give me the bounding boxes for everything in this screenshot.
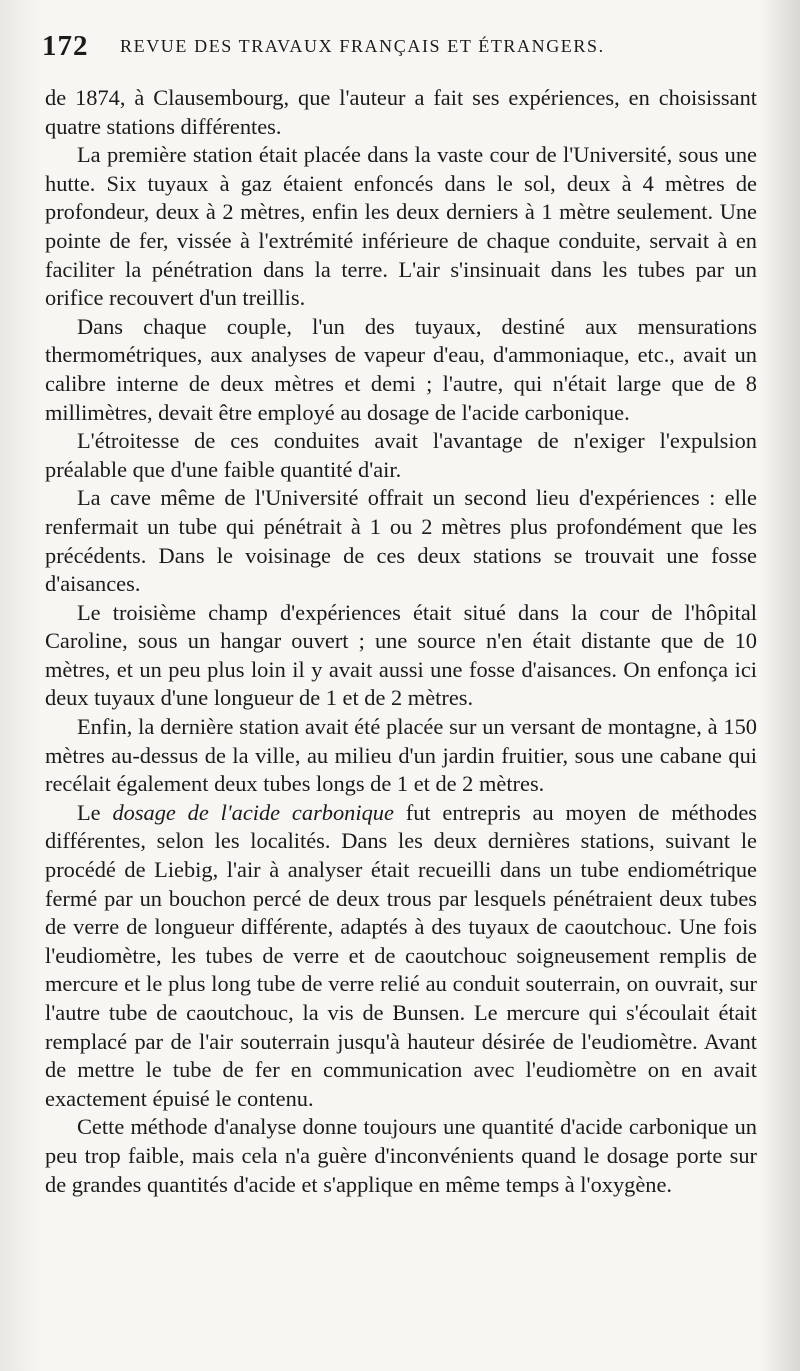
running-head: REVUE DES TRAVAUX FRANÇAIS ET ÉTRANGERS. (120, 36, 605, 56)
body-text (45, 84, 757, 1199)
paragraph: Dans chaque couple, l'un des tuyaux, destiné aux mensurations thermométriques, aux analyses de vapeur d'eau, d'ammoniaque, etc., avait un calibre interne de deux mètres et demi ; l'autre, qui n'était large que de 8 millimètres, devait être employé au dosage de l'acide carbonique. (45, 313, 757, 425)
page-number: 172 (42, 30, 89, 62)
paragraph: de 1874, à Clausembourg, que l'auteur a fait ses expériences, en choisissant quatre stations différentes. (45, 85, 757, 139)
paragraph (45, 799, 757, 1114)
paragraph: La cave même de l'Université offrait un second lieu d'expériences : elle renfermait un tube qui pénétrait à 1 ou 2 mètres plus profondément que les précédents. Dans le voisinage de ces deux stations se trouvait une fosse d'aisances. (45, 485, 757, 597)
paragraph: La première station était placée dans la vaste cour de l'Université, sous une hutte. Six tuyaux à gaz étaient enfoncés dans le sol, deux à 4 mètres de profondeur, deux à 2 mètres, enfin les deux derniers à 1 mètre seulement. Une pointe de fer, vissée à l'extrémité inférieure de chaque conduite, servait à en faciliter la pénétration dans la terre. L'air s'insinuait dans les tubes par un orifice recouvert d'un treillis. (45, 142, 757, 311)
page-header (42, 30, 762, 70)
paragraph-rest: fut entrepris au moyen de méthodes différentes, selon les localités. Dans les deux dernières stations, suivant le procédé de Liebig, l'air à analyser était recueilli dans un tube endiométrique fermé par un bouchon percé de deux trous par lesquels pénétraient deux tubes de verre de longueur différente, adaptés à des tuyaux de caoutchouc. Une fois l'eudiomètre, les tubes de verre et de caoutchouc soigneusement remplis de mercure et le plus long tube de verre relié au conduit souterrain, on ouvrait, sur l'autre tube de caoutchouc, la vis de Bunsen. Le mercure qui s'écoulait était remplacé par de l'air souterrain jusqu'à hauteur désirée de l'eudiomètre. Avant de mettre le tube de fer en communication avec l'eudiomètre on en avait exactement épuisé le contenu. (45, 799, 758, 1111)
italic-term: dosage de l'acide carbonique (112, 799, 394, 825)
paragraph: Le troisième champ d'expériences était situé dans la cour de l'hôpital Caroline, sous un hangar ouvert ; une source n'en était distante que de 10 mètres, et un peu plus loin il y avait aussi une fosse d'aisances. On enfonça ici deux tuyaux d'une longueur de 1 et de 2 mètres. (45, 599, 757, 711)
paragraph: L'étroitesse de ces conduites avait l'avantage de n'exiger l'expulsion préalable que d'une faible quantité d'air. (45, 428, 757, 482)
paragraph: Enfin, la dernière station avait été placée sur un versant de montagne, à 150 mètres au-dessus de la ville, au milieu d'un jardin fruitier, sous une cabane qui recélait également deux tubes longs de 1 et de 2 mètres. (45, 714, 757, 797)
paragraph-lead: Le (77, 799, 113, 825)
page-edge-shadow (760, 0, 800, 1371)
paragraph: Cette méthode d'analyse donne toujours une quantité d'acide carbonique un peu trop faible, mais cela n'a guère d'inconvénients quand le dosage porte sur de grandes quantités d'acide et s'applique en même temps à l'oxygène. (45, 1114, 757, 1197)
